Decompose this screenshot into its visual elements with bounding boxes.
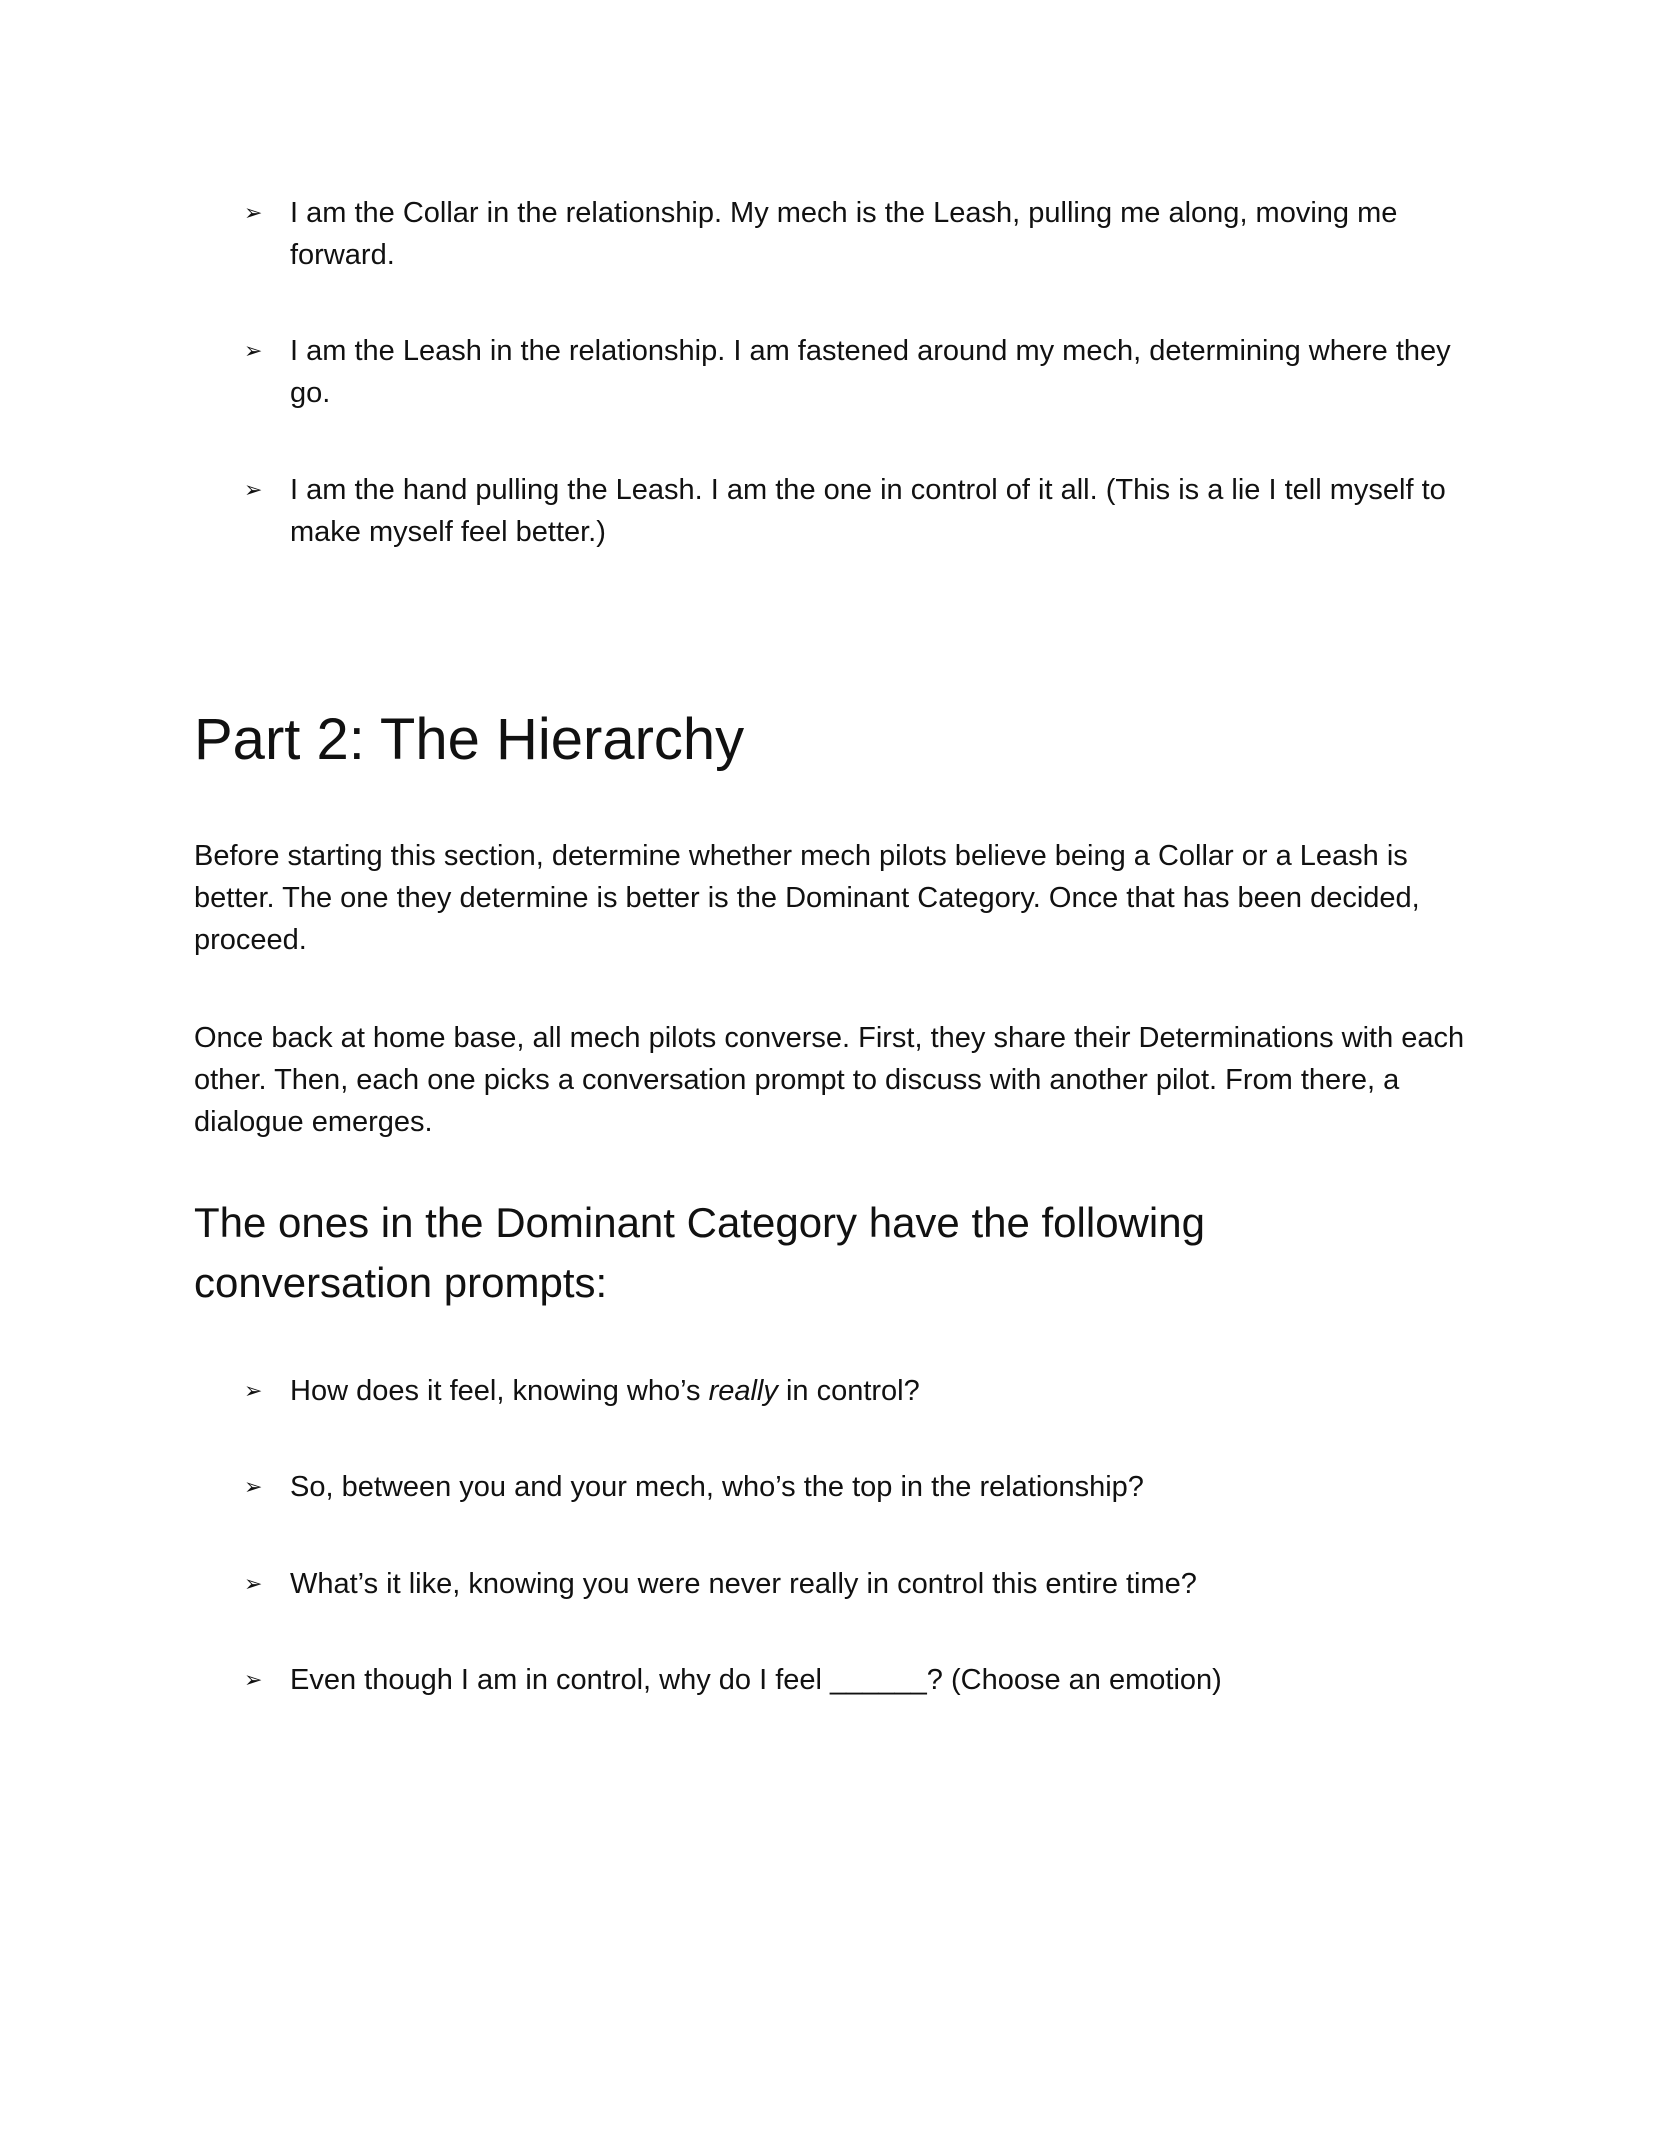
paragraph: Once back at home base, all mech pilots converse. First, they share their Determinations with each other. Then, each one picks a conversation prompt to discuss with another pilot. From there, a dialogue emerges. <box>194 1022 1465 1138</box>
prompt-text <box>290 1370 1444 1412</box>
arrow-bullet-icon: ➢ <box>244 200 263 225</box>
arrow-bullet-icon: ➢ <box>244 477 263 502</box>
prompt-item <box>244 1563 1444 1605</box>
prompt-text-start: How does it feel, knowing who’s <box>290 1375 709 1407</box>
prompt-emphasis: really <box>708 1375 778 1407</box>
prompt-text: Even though I am in control, why do I feel ______? (Choose an emotion) <box>290 1664 1222 1696</box>
arrow-bullet-icon: ➢ <box>244 1474 263 1499</box>
determination-text: I am the Leash in the relationship. I am fastened around my mech, determining where they go. <box>290 335 1451 409</box>
prompt-item <box>244 1659 1444 1701</box>
determination-text: I am the Collar in the relationship. My mech is the Leash, pulling me along, moving me forward. <box>290 197 1398 271</box>
arrow-bullet-icon: ➢ <box>244 338 263 363</box>
prompt-item <box>244 1370 1444 1412</box>
paragraph: Before starting this section, determine whether mech pilots believe being a Collar or a Leash is better. The one they determine is better is the Dominant Category. Once that has been decided, proceed. <box>194 840 1420 956</box>
prompt-text-end: in control? <box>777 1375 920 1407</box>
prompt-item <box>244 1466 1444 1508</box>
determination-item <box>244 469 1464 553</box>
determination-item <box>244 192 1464 276</box>
prompt-text: So, between you and your mech, who’s the top in the relationship? <box>290 1471 1144 1503</box>
arrow-bullet-icon: ➢ <box>244 1667 263 1692</box>
part-heading: Part 2: The Hierarchy <box>194 707 745 772</box>
prompt-text: What’s it like, knowing you were never really in control this entire time? <box>290 1568 1197 1600</box>
arrow-bullet-icon: ➢ <box>244 1378 263 1403</box>
determination-item <box>244 330 1464 414</box>
subheading: The ones in the Dominant Category have the following conversation prompts: <box>194 1199 1205 1306</box>
determination-text: I am the hand pulling the Leash. I am the one in control of it all. (This is a lie I tell myself to make myself feel better.) <box>290 474 1446 548</box>
arrow-bullet-icon: ➢ <box>244 1571 263 1596</box>
